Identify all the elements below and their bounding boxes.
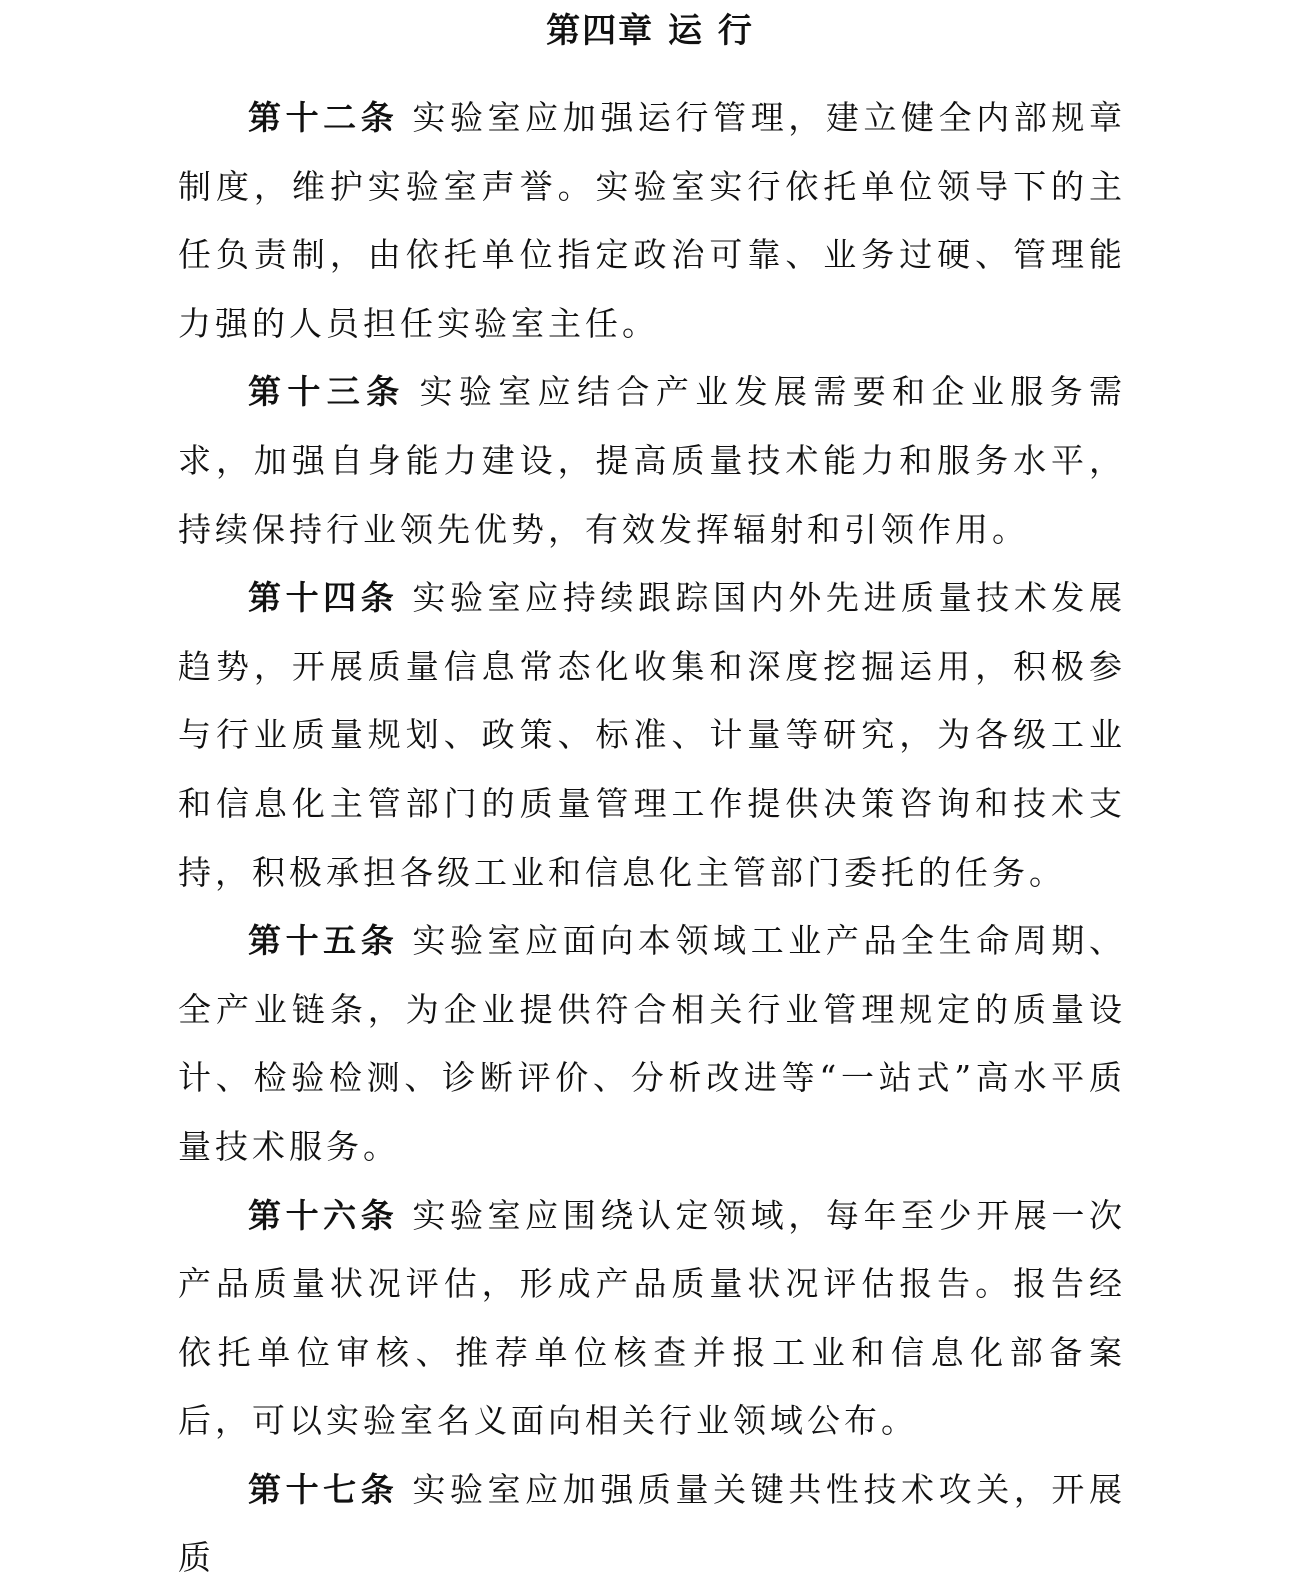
article-text: 实验室应持续跟踪国内外先进质量技术发展趋势，开展质量信息常态化收集和深度挖掘运用，积极参与行业质量规划、政策、标准、计量等研究，为各级工业和信息化主管部门的质量管理工作提供决策咨询和技术支持，积极承担各级工业和信息化主管部门委托的任务。 [178,578,1127,892]
article-text: 实验室应面向本领域工业产品全生命周期、全产业链条，为企业提供符合相关行业管理规定的质量设计、检验检测、诊断评价、分析改进等“一站式”高水平质量技术服务。 [178,921,1127,1166]
article-number: 第十二条 [248,98,399,137]
article-number: 第十五条 [248,921,399,961]
article-14 [178,564,1126,907]
article-number: 第十六条 [248,1195,399,1235]
article-15 [178,907,1126,1181]
chapter-title: 第四章 运 行 [546,11,754,51]
article-13 [178,358,1126,564]
article-text: 实验室应结合产业发展需要和企业服务需求，加强自身能力建设，提高质量技术能力和服务水平，持续保持行业领先优势，有效发挥辐射和引领作用。 [178,372,1127,549]
article-number: 第十四条 [248,578,399,618]
article-17 [178,1456,1126,1593]
article-16 [178,1182,1126,1456]
chapter-body [178,84,1126,1593]
article-12 [178,84,1126,358]
article-text: 实验室应加强运行管理，建立健全内部规章制度，维护实验室声誉。实验室实行依托单位领导下的主任负责制，由依托单位指定政治可靠、业务过硬、管理能力强的人员担任实验室主任。 [178,98,1127,343]
article-number: 第十七条 [248,1469,399,1509]
article-text: 实验室应围绕认定领域，每年至少开展一次产品质量状况评估，形成产品质量状况评估报告。报告经依托单位审核、推荐单位核查并报工业和信息化部备案后，可以实验室名义面向相关行业领域公布。 [178,1195,1127,1441]
article-number: 第十三条 [248,372,406,412]
article-text: 实验室应加强质量关键共性技术攻关，开展质 [178,1469,1127,1578]
